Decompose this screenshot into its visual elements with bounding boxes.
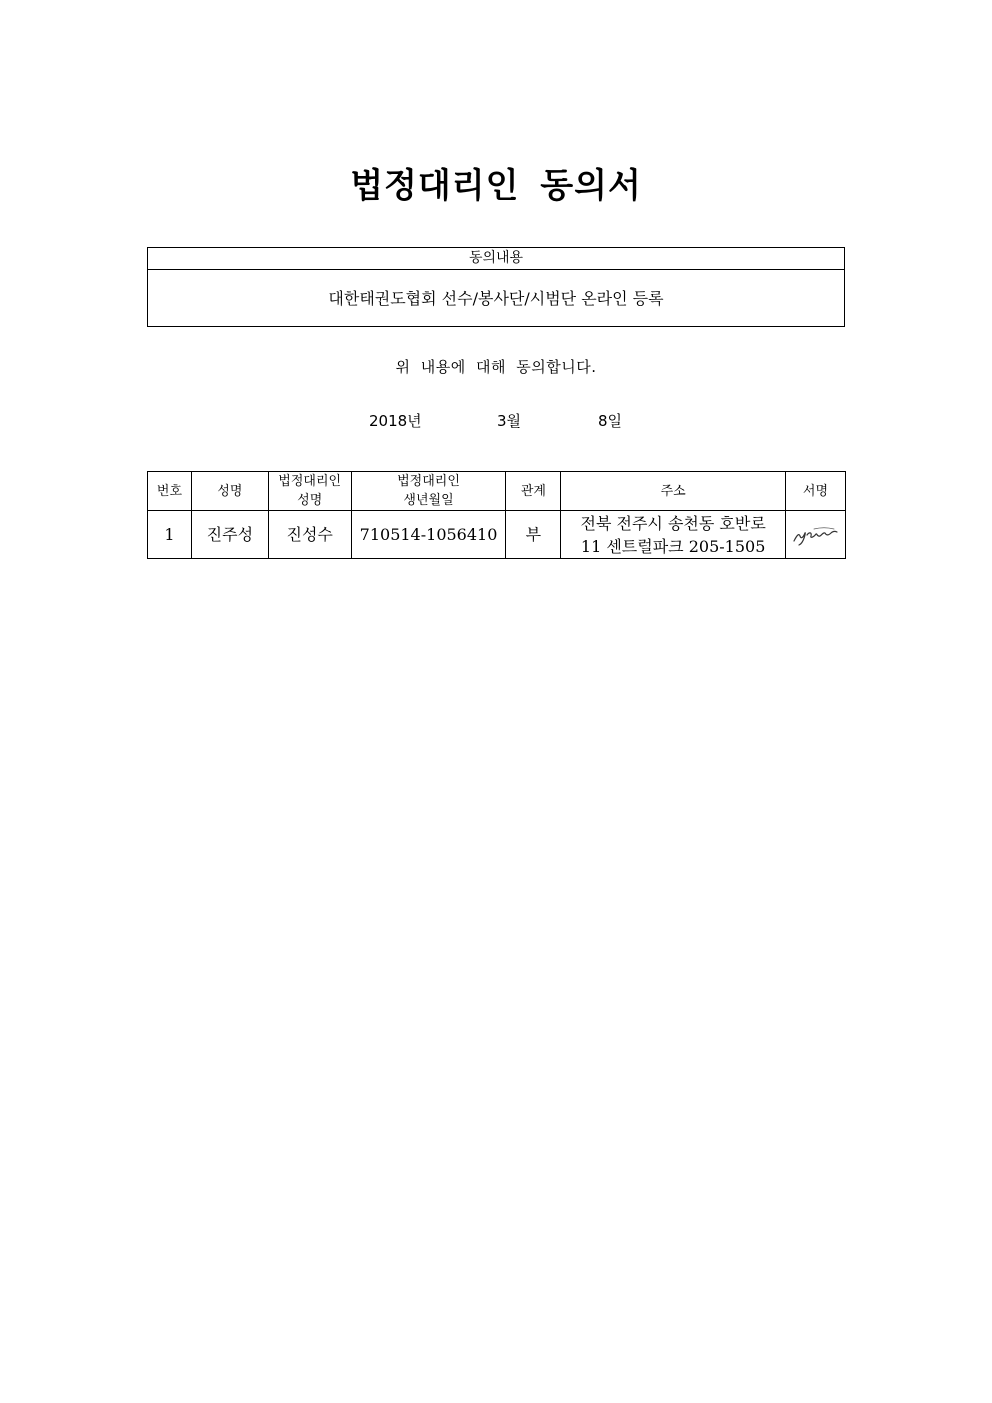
date-row — [0, 410, 992, 432]
header-guardian-birth-line2: 생년월일 — [403, 493, 454, 508]
consent-box — [147, 247, 845, 327]
agreement-text: 위 내용에 대해 동의합니다. — [395, 358, 597, 376]
cell-no: 1 — [148, 511, 192, 559]
header-guardian-name-line1: 법정대리인 — [278, 474, 342, 489]
header-name: 성명 — [191, 472, 268, 511]
cell-address-line2: 11 센트럴파크 205-1505 — [580, 536, 766, 556]
table-header-row — [148, 472, 846, 511]
header-guardian-birth — [351, 472, 506, 511]
consent-content: 대한태권도협회 선수/봉사단/시범단 온라인 등록 — [328, 289, 664, 308]
header-signature: 서명 — [785, 472, 845, 511]
date-day: 8일 — [598, 412, 623, 430]
consent-header: 동의내용 — [148, 248, 844, 270]
header-relation: 관계 — [506, 472, 561, 511]
date-year: 2018년 — [369, 412, 422, 430]
document-title: 법정대리인 동의서 — [350, 166, 642, 206]
cell-address-line1: 전북 전주시 송천동 호반로 — [580, 513, 766, 533]
cell-relation: 부 — [506, 511, 561, 559]
signature-icon — [790, 523, 840, 547]
registration-table — [147, 471, 846, 559]
cell-name: 진주성 — [191, 511, 268, 559]
header-no: 번호 — [148, 472, 192, 511]
table-row — [148, 511, 846, 559]
cell-address — [561, 511, 786, 559]
header-address: 주소 — [561, 472, 786, 511]
date-month: 3월 — [497, 412, 522, 430]
cell-signature — [785, 511, 845, 559]
header-guardian-name-line2: 성명 — [297, 493, 323, 508]
cell-guardian-name: 진성수 — [268, 511, 351, 559]
header-guardian-birth-line1: 법정대리인 — [397, 474, 460, 489]
cell-guardian-birth: 710514-1056410 — [351, 511, 506, 559]
header-guardian-name — [268, 472, 351, 511]
